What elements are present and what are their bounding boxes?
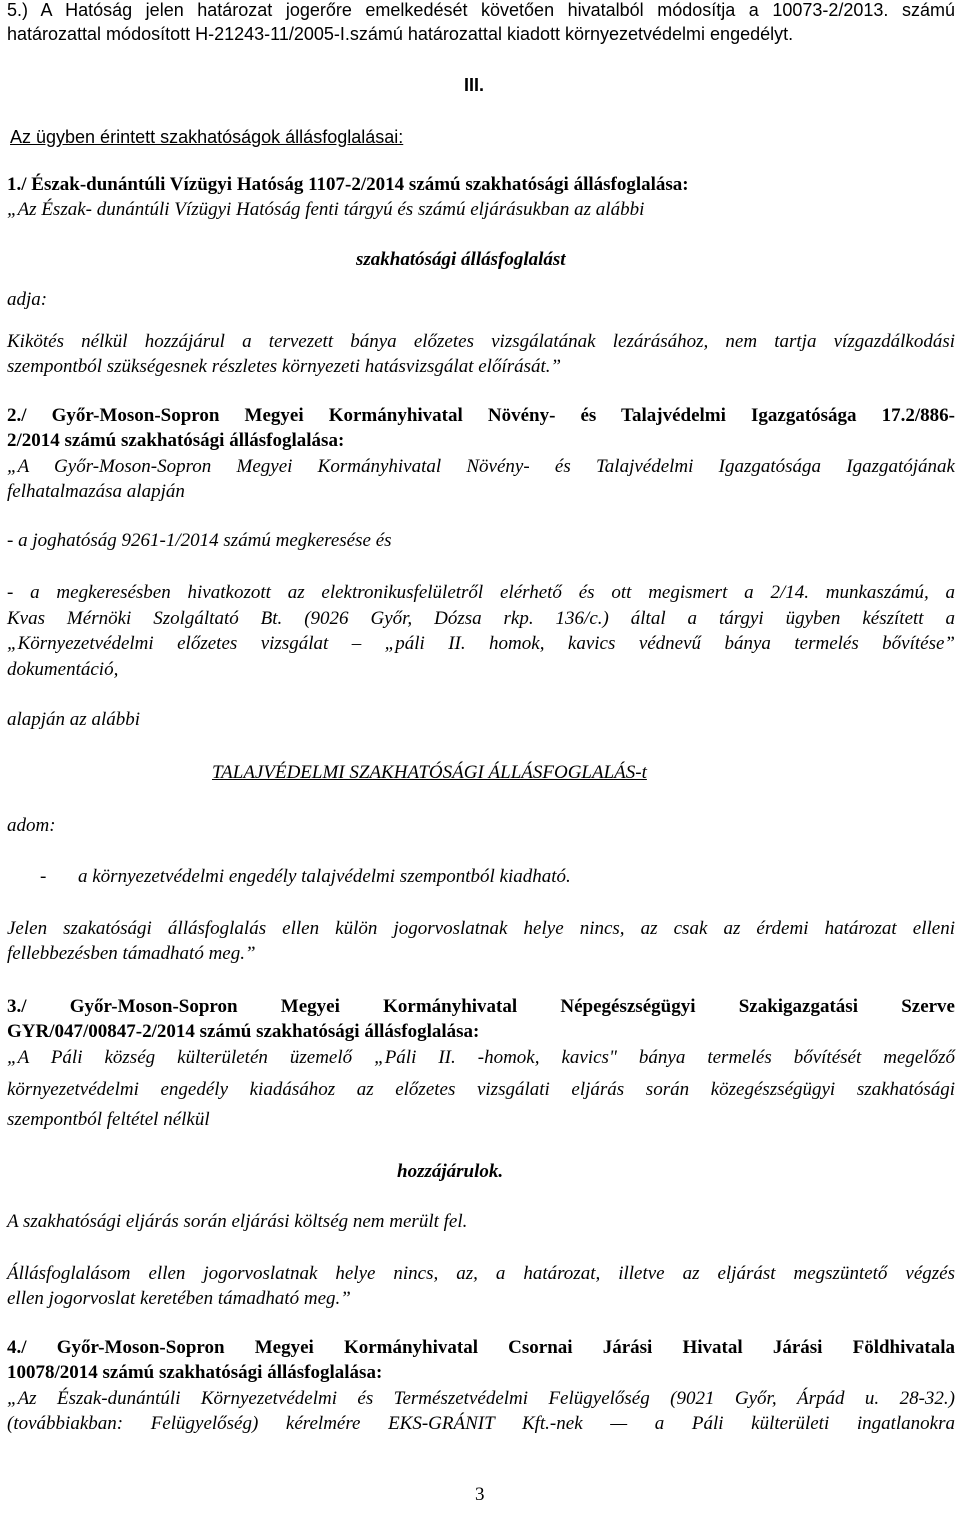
item-2-remedy-line-1: Jelen szakatósági állásfoglalás ellen külön jogorvoslatnak helye nincs, az csak az érdemi határozat elleni xyxy=(7,918,955,939)
item-2-intro-line-1: „A Győr-Moson-Sopron Megyei Kormányhivatal Növény- és Talajvédelmi Igazgatósága Igazgatójának xyxy=(7,456,955,477)
item-2-title-line-2: 2/2014 számú szakhatósági állásfoglalása: xyxy=(7,430,345,451)
item-2-remedy-line-2: fellebbezésben támadható meg.” xyxy=(7,943,256,964)
item-4-body-line-2: (továbbiakban: Felügyelőség) kérelmére EKS-GRÁNIT Kft.-nek — a Páli külterületi ingatlanokra xyxy=(7,1413,955,1434)
section-5-line-2: határozattal módosított H-21243-11/2005-I.számú határozattal kiadott környezetvédelmi engedélyt. xyxy=(7,24,794,44)
item-2-dash: - xyxy=(40,866,47,887)
item-2-title-line-1: 2./ Győr-Moson-Sopron Megyei Kormányhivatal Növény- és Talajvédelmi Igazgatósága 17.2/886- xyxy=(7,405,955,426)
item-3-title-line-2: GYR/047/00847-2/2014 számú szakhatósági állásfoglalása: xyxy=(7,1021,480,1042)
item-1-decision-title: szakhatósági állásfoglalást xyxy=(356,249,566,270)
item-4-title-line-1: 4./ Győr-Moson-Sopron Megyei Kormányhivatal Csornai Járási Hivatal Járási Földhivatala xyxy=(7,1337,955,1358)
item-4-title-line-2: 10078/2014 számú szakhatósági állásfoglalása: xyxy=(7,1362,383,1383)
item-3-remedy-line-1: Állásfoglalásom ellen jogorvoslatnak helye nincs, az, a határozat, illetve az eljárást megszüntető végzés xyxy=(7,1263,955,1284)
page-number: 3 xyxy=(475,1484,485,1505)
item-2-bullet-2-line-3: „Környezetvédelmi előzetes vizsgálat – „páli II. homok, kavics védnevű bánya termelés bővítése” xyxy=(7,633,955,654)
item-2-basis: alapján az alábbi xyxy=(7,709,141,730)
item-2-bullet-2-line-1: - a megkeresésben hivatkozott az elektronikusfelületről elérhető és ott megismert a 2/14. munkaszámú, a xyxy=(7,582,955,603)
item-1-title: 1./ Észak-dunántúli Vízügyi Hatóság 1107-2/2014 számú szakhatósági állásfoglalása: xyxy=(7,174,689,195)
item-3-remedy-line-2: ellen jogorvoslat keretében támadható meg.” xyxy=(7,1288,351,1309)
item-3-body-line-3: szempontból feltétel nélkül xyxy=(7,1109,210,1130)
item-2-decision-title: TALAJVÉDELMI SZAKHATÓSÁGI ÁLLÁSFOGLALÁS-t xyxy=(212,762,647,783)
section-heading: Az ügyben érintett szakhatóságok állásfoglalásai: xyxy=(10,127,404,147)
item-3-cost: A szakhatósági eljárás során eljárási költség nem merült fel. xyxy=(7,1211,468,1232)
item-1-intro: „Az Észak- dunántúli Vízügyi Hatóság fenti tárgyú és számú eljárásukban az alábbi xyxy=(7,199,645,220)
item-4-body-line-1: „Az Észak-dunántúli Környezetvédelmi és Természetvédelmi Felügyelőség (9021 Győr, Árpád u. 28-32.) xyxy=(7,1388,955,1409)
item-1-body-line-2: szempontból szükségesnek részletes környezeti hatásvizsgálat előírását.” xyxy=(7,356,562,377)
item-2-bullet-2-line-2: Kvas Mérnöki Szolgáltató Bt. (9026 Győr, Dózsa rkp. 136/c.) által a tárgyi ügyben készített a xyxy=(7,608,955,629)
item-2-intro-line-2: felhatalmazása alapján xyxy=(7,481,185,502)
item-3-body-line-2: környezetvédelmi engedély kiadásához az előzetes vizsgálati eljárás során közegészségügyi szakhatósági xyxy=(7,1079,955,1100)
item-3-decision: hozzájárulok. xyxy=(397,1161,504,1182)
item-1-adja: adja: xyxy=(7,289,48,310)
item-2-bullet-1: - a joghatóság 9261-1/2014 számú megkeresése és xyxy=(7,530,392,551)
item-1-body-line-1: Kikötés nélkül hozzájárul a tervezett bánya előzetes vizsgálatának lezárásához, nem tartja vízgazdálkodási xyxy=(7,331,955,352)
item-3-body-line-1: „A Páli község külterületén üzemelő „Páli II. -homok, kavics" bánya termelés bővítését megelőző xyxy=(7,1047,955,1068)
item-3-title-line-1: 3./ Győr-Moson-Sopron Megyei Kormányhivatal Népegészségügyi Szakigazgatási Szerve xyxy=(7,996,955,1017)
item-2-adom: adom: xyxy=(7,815,56,836)
section-roman-numeral: III. xyxy=(464,75,485,95)
section-5-line-1: 5.) A Hatóság jelen határozat jogerőre emelkedését követően hivatalból módosítja a 10073-2/2013. számú xyxy=(7,0,955,20)
item-2-bullet-2-line-4: dokumentáció, xyxy=(7,659,119,680)
item-2-decision-text: a környezetvédelmi engedély talajvédelmi szempontból kiadható. xyxy=(78,866,571,887)
